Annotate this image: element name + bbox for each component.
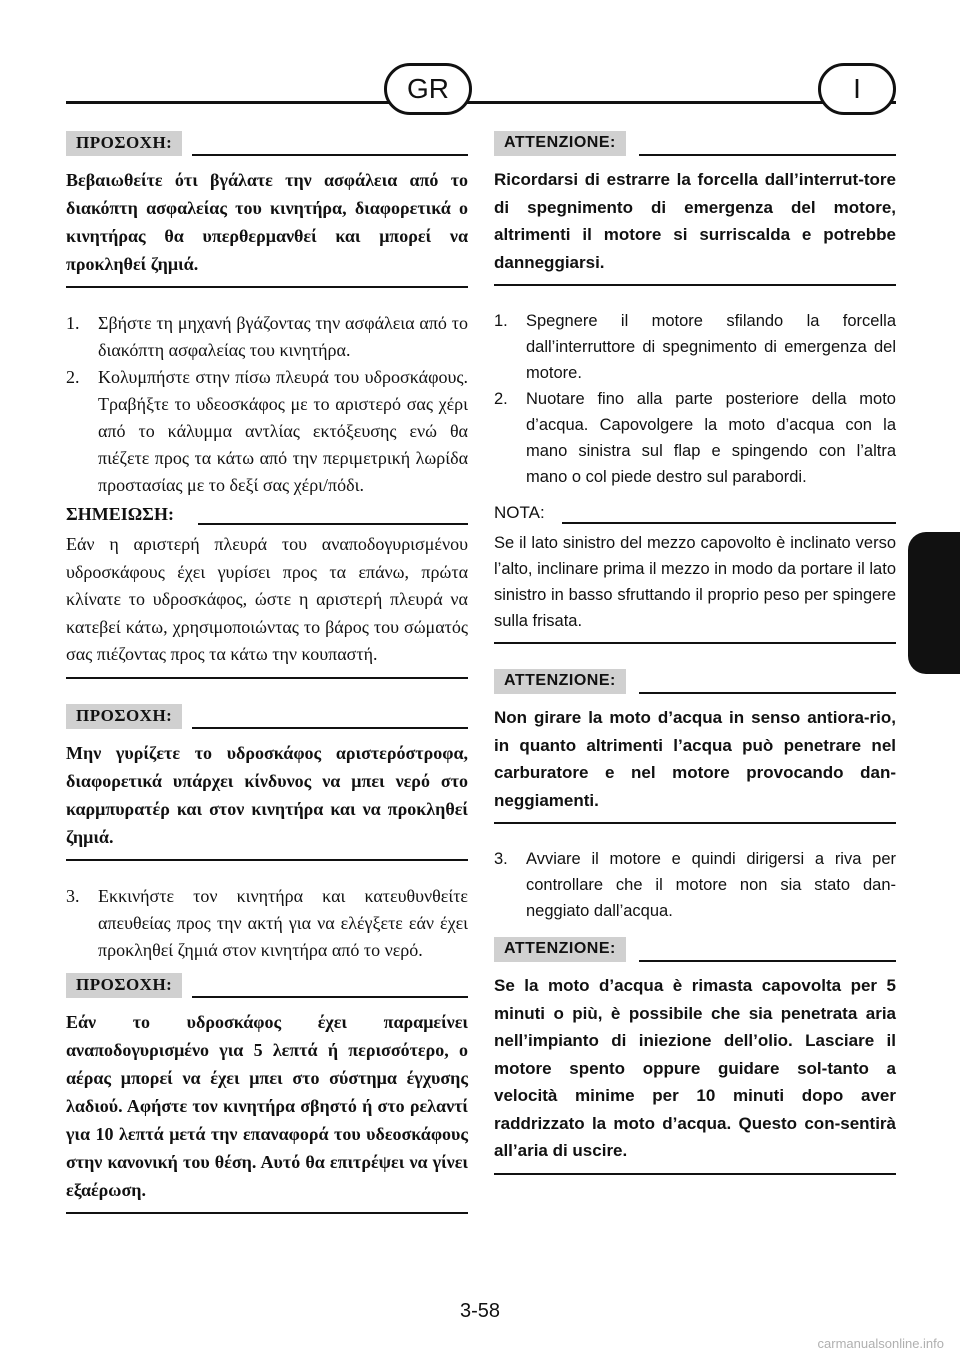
step-list [66,310,468,499]
heading-rule [562,522,896,524]
list-item [66,364,468,499]
step-number: 3. [66,885,80,906]
note-end-rule [66,677,468,679]
list-item [494,846,896,924]
attention-label: ATTENZIONE: [494,669,626,694]
heading-rule [639,960,896,962]
greek-column [66,128,468,1236]
step-number: 2. [494,390,508,408]
step-number: 1. [494,312,508,330]
step-number: 1. [66,313,80,333]
step-list [494,846,896,924]
page-number: 3-58 [459,1300,501,1322]
caution-text: Βεβαιωθείτε ότι βγάλατε την ασφάλεια από το διακόπτη ασφαλείας του κινητήρα, διαφορετικά ο κινητήρας θα υπερθερμανθεί και μπορεί να προκληθεί ζημιά. [66,170,468,274]
note-heading [494,500,896,530]
caution-end-rule [66,1212,468,1214]
heading-rule [639,154,896,156]
caution-heading [66,128,468,160]
note-text: Εάν η αριστερή πλευρά του αναποδογυρισμένου υδροσκάφους έχει γυρίσει προς τα επάνω, πρώτα κλίνατε το υδροσκάφος, ώστε η αριστερή πλευρά να κατεβεί κάτω, χρησιμοποιώντας το βάρος του σώματός σας πιέζοντας προς τα κάτω την κουπαστή. [66,534,468,664]
language-tag-greek: GR [384,63,472,115]
header-rule [66,101,896,104]
caution-end-rule [66,286,468,288]
attention-text: Non girare la moto d’acqua in senso antiora-rio, in quanto altrimenti l’acqua può penetrare nel carburatore e nel motore provocando dan-neggiamenti. [494,708,896,810]
attention-label: ATTENZIONE: [494,131,626,156]
caution-heading [66,701,468,733]
note-label: NOTA: [494,503,545,522]
caution-label: ΠΡΟΣΟΧΗ: [66,704,182,729]
caution-end-rule [66,859,468,861]
step-list [66,883,468,964]
section-thumb-tab [908,532,960,674]
caution-heading [66,970,468,1002]
italian-column [494,128,896,1197]
heading-rule [639,692,896,694]
list-item [494,308,896,386]
note-text: Se il lato sinistro del mezzo capovolto è inclinato verso l’alto, inclinare prima il mezzo in modo da portare il lato sinistro in basso sfruttando il proprio peso per spingere sulla frisata. [494,534,896,630]
step-text: Nuotare fino alla parte posteriore della moto d’acqua. Capovolgere la moto d’acqua con la mano sinistra sul flap e spingendo con l’altra mano o col piede destro sul parabordi. [526,390,896,486]
attention-end-rule [494,822,896,824]
step-text: Εκκινήστε τον κινητήρα και κατευθυνθείτε απευθείας προς την ακτή για να ελέγξετε εάν έχει προκληθεί ζημιά στον κινητήρα από το νερό. [98,885,468,960]
heading-rule [192,996,468,998]
list-item [66,883,468,964]
heading-rule [198,523,468,525]
note-label: ΣΗΜΕΙΩΣΗ: [66,504,174,524]
list-item [494,386,896,490]
step-text: Avviare il motore e quindi dirigersi a riva per controllare che il motore non sia stato dan-neggiato dall’acqua. [526,850,896,920]
attention-end-rule [494,284,896,286]
caution-label: ΠΡΟΣΟΧΗ: [66,973,182,998]
step-text: Spegnere il motore sfilando la forcella dall’interruttore di spegnimento di emergenza del motore. [526,312,896,382]
attention-text: Ricordarsi di estrarre la forcella dall’interrut-tore di spegnimento di emergenza del motore, altrimenti il motore si surriscalda e potrebbe danneggiarsi. [494,170,896,272]
attention-label: ATTENZIONE: [494,937,626,962]
step-text: Κολυμπήστε στην πίσω πλευρά του υδροσκάφους. Τραβήξτε το υδεοσκάφος με το αριστερό σας χέρι από το κάλυμμα αντλίας εκτόξευσης ενώ θα πιέζετε προς τα κάτω από την περιμετρική λωρίδα προστασίας με το δεξί σας χέρι/πόδι. [98,367,468,495]
note-heading [66,501,468,531]
list-item [66,310,468,364]
attention-end-rule [494,1173,896,1175]
step-text: Σβήστε τη μηχανή βγάζοντας την ασφάλεια από το διακόπτη ασφαλείας του κινητήρα. [98,313,468,360]
step-number: 2. [66,367,80,387]
step-list [494,308,896,490]
watermark: carmanualsonline.info [817,1336,944,1351]
attention-heading [494,128,896,160]
note-end-rule [494,642,896,644]
caution-text: Μην γυρίζετε το υδροσκάφος αριστερόστροφα, διαφορετικά υπάρχει κίνδυνος να μπει νερό στο καρμπυρατέρ και στον κινητήρα και να προκληθεί ζημιά. [66,742,468,847]
step-number: 3. [494,850,508,868]
caution-text: Εάν το υδροσκάφος έχει παραμείνει αναποδογυρισμένο για 5 λεπτά ή περισσότερο, ο αέρας μπορεί να έχει μπει στο σύστημα έγχυσης λαδιού. Αφήστε τον κινητήρα σβηστό ή στο ρελαντί για 10 λεπτά μετά την επαναφορά του υδεοσκάφους στην κανονική του θέση. Αυτό θα επιτρέψει να γίνει εξαέρωση. [66,1011,468,1200]
language-tag-italian: I [818,63,896,115]
caution-label: ΠΡΟΣΟΧΗ: [66,131,182,156]
heading-rule [192,154,468,156]
heading-rule [192,727,468,729]
attention-heading [494,934,896,966]
attention-heading [494,666,896,698]
attention-text: Se la moto d’acqua è rimasta capovolta per 5 minuti o più, è possibile che sia penetrata aria nell’impianto di iniezione dell’olio. Lasciare il motore spento oppure guidare sol-tanto a velocità minime per 10 minuti dopo aver raddrizzato la moto d’acqua. Questo con-sentirà all’aria di uscire. [494,976,896,1160]
